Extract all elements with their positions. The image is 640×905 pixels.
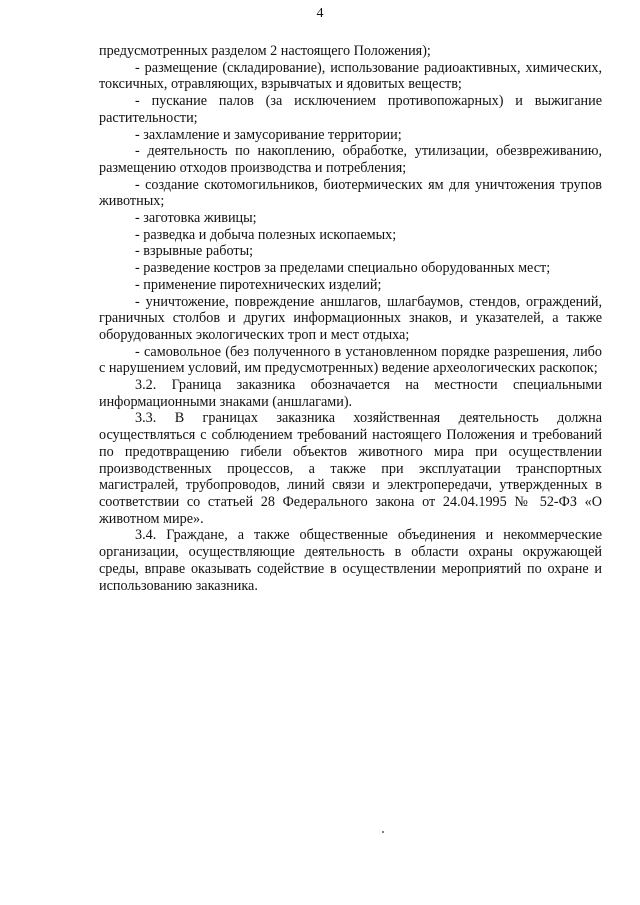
paragraph: - захламление и замусоривание территории; <box>135 126 402 143</box>
paragraph: - разведение костров за пределами специально оборудованных мест; <box>135 260 551 277</box>
paragraph: 3.4. Граждане, а также общественные объединения и некоммерческие организации, осуществляющие деятельность в области охраны окружающей среды, вправе оказывать содействие в осуществлении мероприятий по охране и использованию заказника. <box>99 527 602 594</box>
paragraph: - применение пиротехнических изделий; <box>135 276 382 293</box>
paragraph: 3.2. Граница заказника обозначается на местности специальными информационными знаками (аншлагами). <box>99 377 602 410</box>
paragraph: 3.3. В границах заказника хозяйственная деятельность должна осуществляться с соблюдением требований настоящего Положения и требований по предотвращению гибели объектов животного мира при осуществлении производственных процессов, а также при эксплуатации транспортных магистралей, трубопроводов, линий связи и электропередачи, утвержденных в соответствии со статьей 28 Федерального закона от 24.04.1995 № 52-ФЗ «О животном мире». <box>99 410 602 527</box>
paragraph: - взрывные работы; <box>135 243 254 260</box>
document-body <box>99 43 602 594</box>
paragraph: - размещение (складирование), использование радиоактивных, химических, токсичных, отравляющих, взрывчатых и ядовитых веществ; <box>99 59 602 93</box>
page-number: 4 <box>316 6 324 21</box>
paragraph: - пускание палов (за исключением противопожарных) и выжигание растительности; <box>99 93 602 126</box>
paragraph: предусмотренных разделом 2 настоящего Положения); <box>99 43 431 59</box>
paragraph: - уничтожение, повреждение аншлагов, шлагбаумов, стендов, ограждений, граничных столбов и других информационных знаков, и указателей, а также оборудованных экологических троп и мест отдыха; <box>99 293 602 343</box>
scan-speck <box>382 831 384 833</box>
paragraph: - заготовка живицы; <box>135 210 257 227</box>
paragraph: - создание скотомогильников, биотермических ям для уничтожения трупов животных; <box>99 176 602 210</box>
paragraph: - самовольное (без полученного в установленном порядке разрешения, либо с нарушением условий, им предусмотренных) ведение археологических раскопок; <box>99 343 602 377</box>
paragraph: - разведка и добыча полезных ископаемых; <box>135 226 397 243</box>
paragraph: - деятельность по накоплению, обработке, утилизации, обезвреживанию, размещению отходов производства и потребления; <box>99 143 602 176</box>
